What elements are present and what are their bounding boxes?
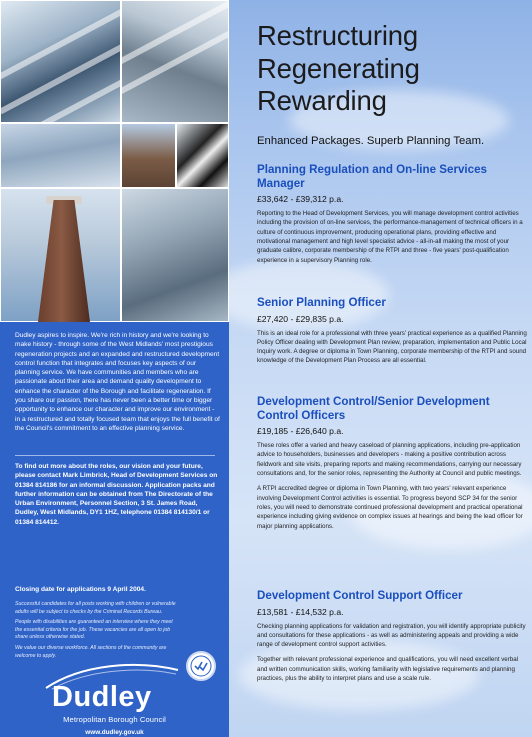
job-description [257,441,527,531]
job-description [257,622,527,684]
disability-notice: People with disabilities are guaranteed an interview where they meet the essential criteria for the job. These vacancies are all open to job share unless otherwise stated. [15,619,173,641]
job-salary: £13,581 - £14,532 p.a. [257,606,344,617]
job-listing [257,163,527,265]
job-salary: £19,185 - £26,640 p.a. [257,426,344,437]
job-listing [257,296,527,366]
job-listing [257,395,527,531]
job-salary: £27,420 - £29,835 p.a. [257,313,344,324]
glass-facade-photo [0,123,121,188]
positive-about-disabled-people-icon [186,651,216,681]
job-paragraph: Together with relevant professional experience and qualifications, you will need excellent verbal and written communication skills, working familiarity with legislative requirements and planning practices, plus the ability to interpret plans and use a scale rule. [257,656,519,683]
architecture-detail-photo [176,123,229,188]
job-title: Development Control Support Officer [257,589,463,602]
job-title: Planning Regulation and On-line Services Manager [257,163,487,190]
glass-building-photo [0,0,121,123]
left-panel [0,0,229,737]
headline-line: Restructuring [257,20,418,51]
contact-paragraph: To find out more about the roles, our vision and your future, please contact Mark Limbrick, Head of Development Services on 01384 814186 for an informal discussion. Application packs and further information can be obtained from The Directorate of the Urban Environment, Personnel Section, 3 St. James Road, Dudley, West Midlands, DY1 1HZ, telephone 01384 814130/1 or 01384 814412. [15,463,218,526]
headline-line: Regenerating [257,52,420,84]
closing-date: Closing date for applications 9 April 2004. [15,586,146,593]
section-divider [15,455,215,456]
canopy-photo [121,0,229,123]
website-link[interactable]: www.dudley.gov.uk [85,729,144,736]
job-title: Development Control/Senior Development Control Officers [257,395,490,422]
job-title: Senior Planning Officer [257,296,386,309]
intro-paragraph: Dudley aspires to inspire. We're rich in history and we're looking to make history - through some of the West Midlands' most prestigious regeneration projects and an expanded and restructured development control function that integrates and focuses key aspects of our planning service. We have communities and members who are passionate about their area and demand quality development to enhance the character of the Borough and facilitate regeneration. If you share our passion, there has never been a better time or bigger opportunity to enhance our character and improve our environment - in a restructured and totally focused team that enjoys the full benefit of the Council's commitment to an effective planning service. [15,332,220,432]
logo-name: Dudley [52,681,152,713]
diversity-notice: We value our diverse workforce. All sections of the community are welcome to apply. [15,644,167,659]
job-description [257,209,527,265]
job-paragraph: These roles offer a varied and heavy caseload of planning applications, including pre-application advice to householders, businesses and developers - making a positive contribution across fieldwork and site visits, preparing reports and making recommendations, carrying our necessary consultations and, for the senior roles, representing the Authority at Council and public meetings. [257,442,522,478]
brick-building-photo [121,123,176,188]
right-panel [229,0,532,737]
job-paragraph: A RTPI accredited degree or diploma in Town Planning, with two years' relevant experience involving Development Control activities is essential. To progress beyond SCP 34 for the senior roles, you will need to demonstrate continued professional development and practical operational experience including giving evidence on complex issues at hearings and being the lead officer for major planning applications. [257,485,523,530]
tagline: Enhanced Packages. Superb Planning Team. [257,135,485,147]
job-listing [257,589,527,683]
job-paragraph: Checking planning applications for validation and registration, you will identify appropriate publicity and consultations for these applications - as well as administering appeals and providing a wide range of development control support activities. [257,622,526,649]
glass-corridor-photo [121,188,229,322]
logo-subtitle: Metropolitan Borough Council [63,715,166,724]
job-paragraph: Reporting to the Head of Development Services, you will manage development control activities including the provision of on-line services, the performance-management of technical officers in a culture of continuous improvement, producing operational plans, providing effective and motivational management and high level specialist advice - all-in-all making the most of your graduate calibre, corporate membership of the RTPI and three - five years' post-qualification experience in a supervisory Planning role. [257,210,523,264]
crb-notice: Successful candidates for all posts working with children or vulnerable adults will be subject to checks by the Criminal Records Bureau. [15,601,176,615]
headline-line: Rewarding [257,85,387,116]
job-salary: £33,642 - £39,312 p.a. [257,194,344,205]
headline [257,20,420,118]
small-print [15,601,180,663]
job-paragraph: This is an ideal role for a professional with three years' practical experience as a qualified Planning Policy Officer dealing with Development Plan review, preparation, implementation and Public Local Inquiry work. A degree or diploma in Town Planning, corporate membership of the RTPI and sound knowledge of the Development Plan Process are all essential. [257,329,527,365]
job-description [257,329,527,366]
photo-collage [0,0,229,322]
